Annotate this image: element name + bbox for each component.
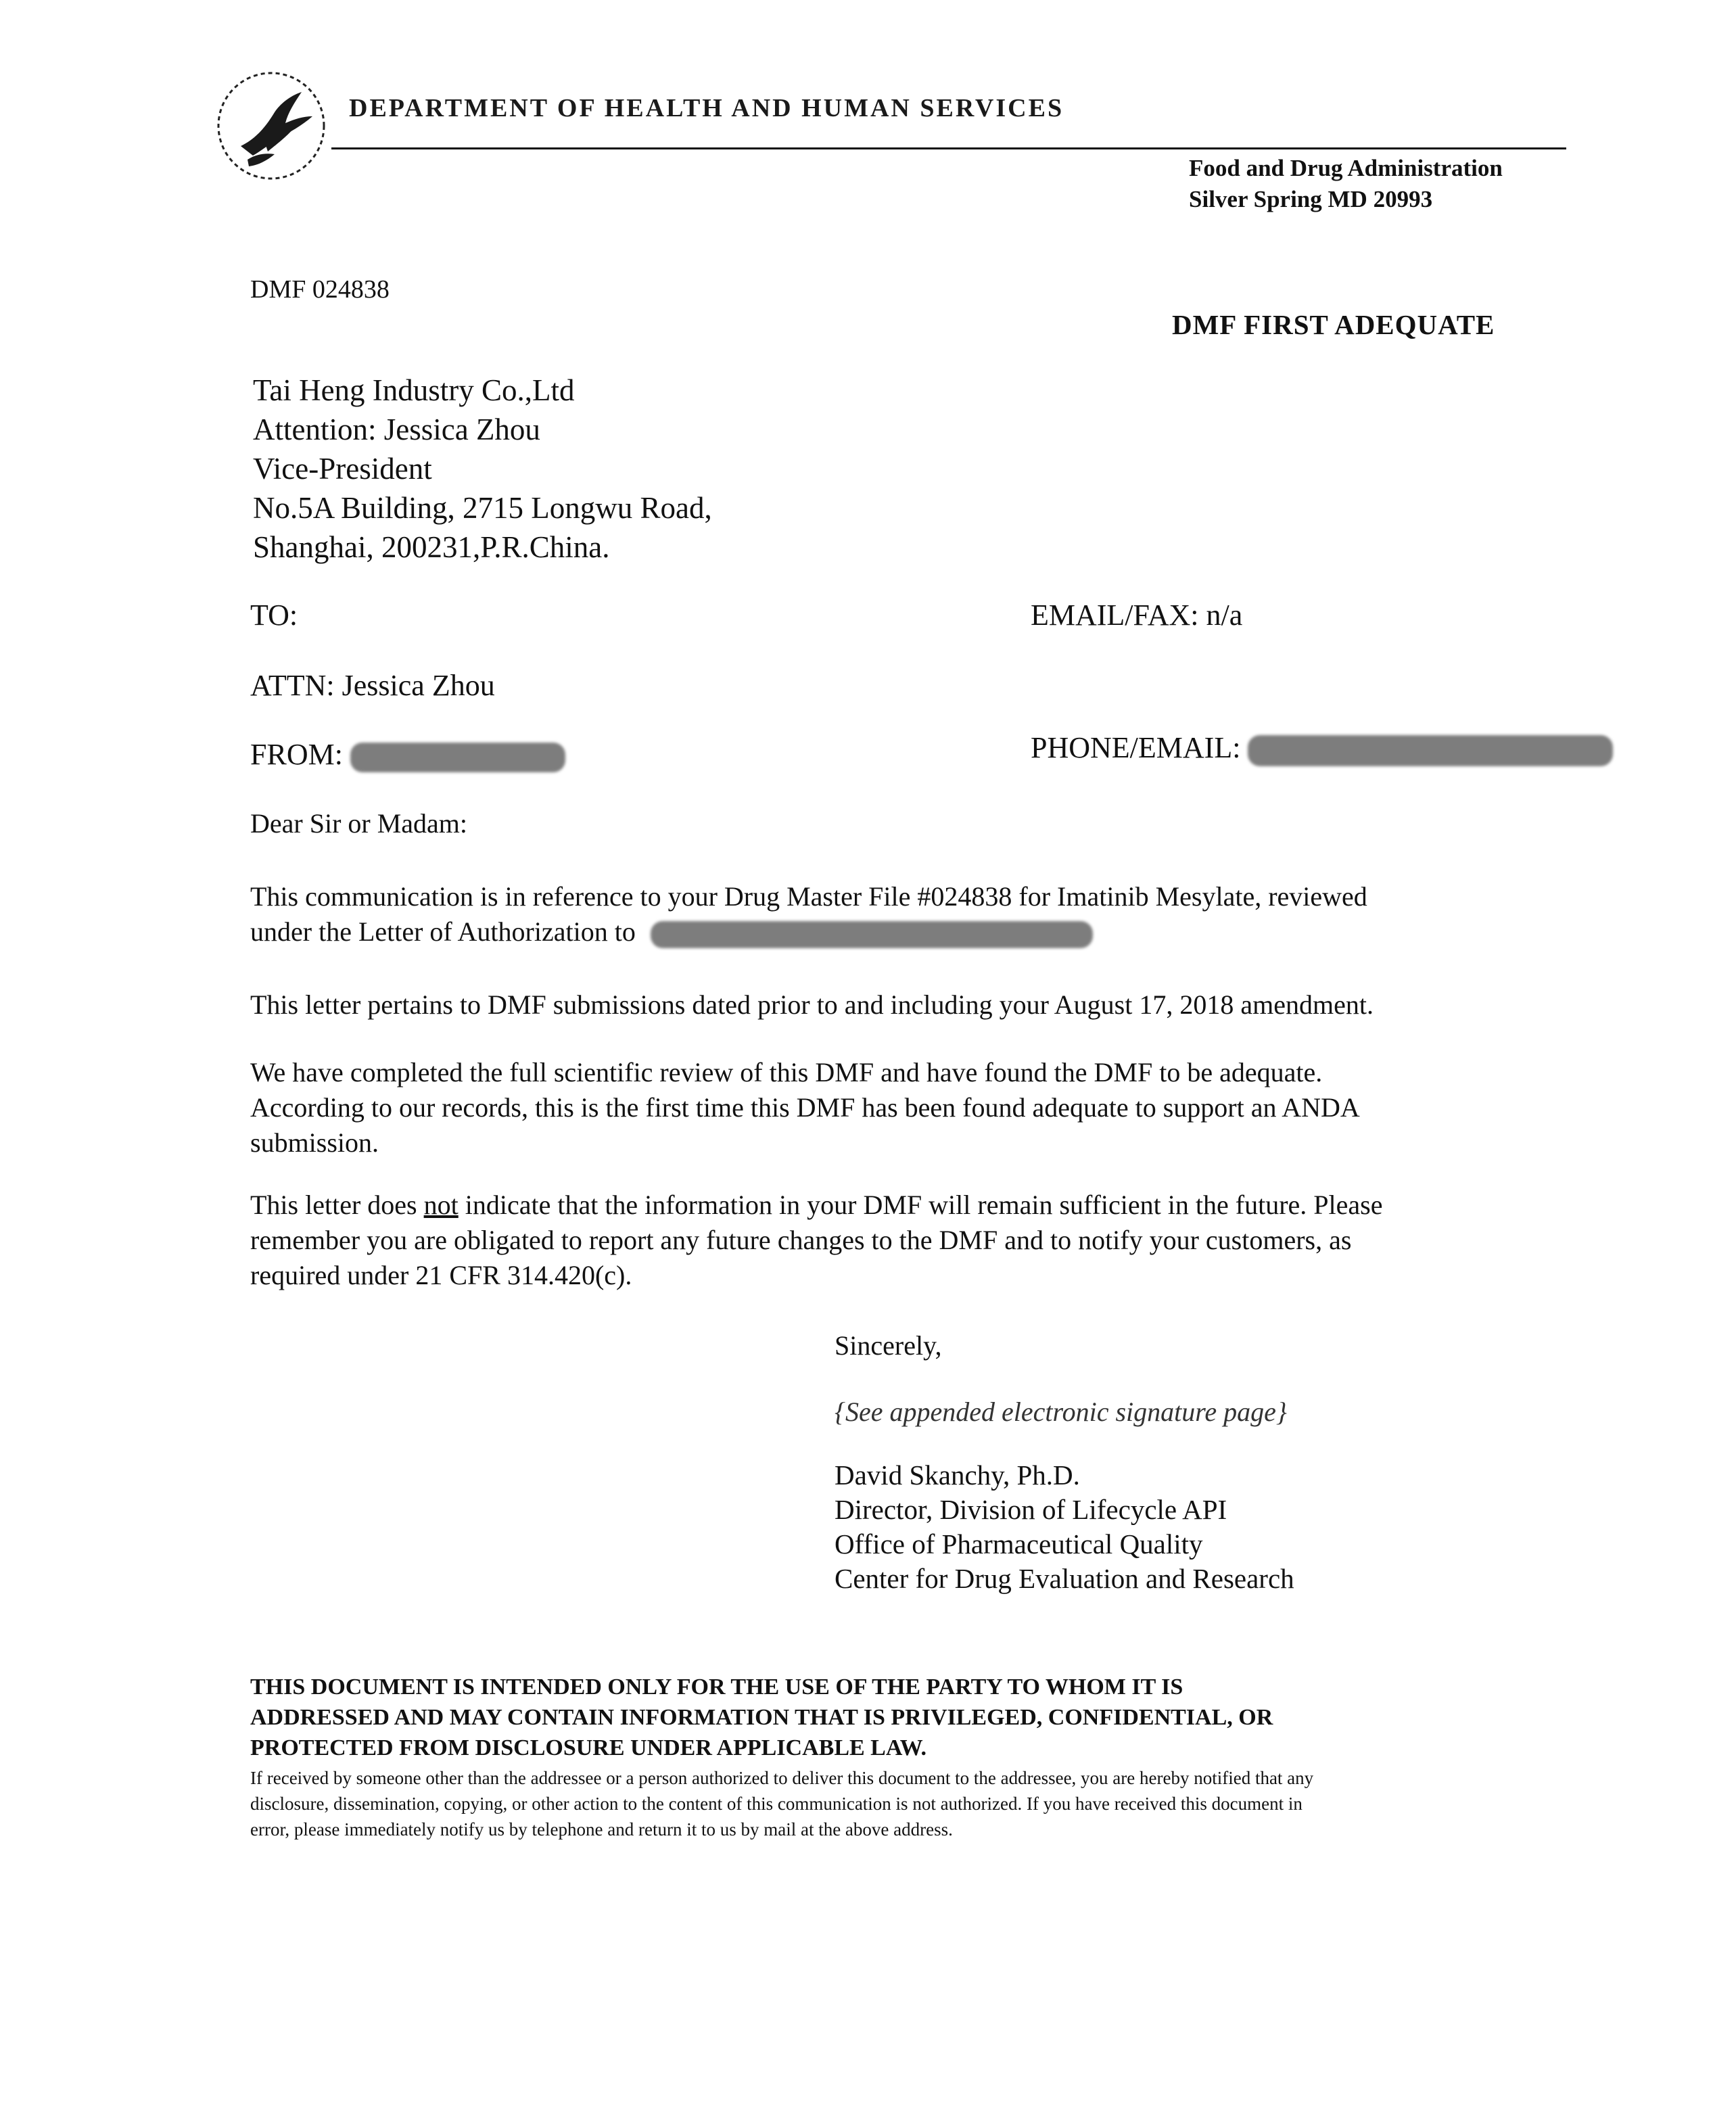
- fine-print-line: If received by someone other than the addressee or a person authorized to deliver this document to the addressee, you are hereby notified that any: [250, 1768, 1314, 1788]
- attn-label: ATTN:: [250, 669, 335, 702]
- fine-print-line: disclosure, dissemination, copying, or other action to the content of this communication is not authorized. If you have received this document in: [250, 1794, 1303, 1814]
- paragraph-text: indicate that the information in your DMF will remain sufficient in the future. Please: [458, 1190, 1383, 1220]
- signer-name: David Skanchy, Ph.D.: [835, 1459, 1080, 1491]
- paragraph-line: [250, 914, 1522, 950]
- email-fax-value: n/a: [1206, 599, 1243, 632]
- redaction-bar: [350, 743, 565, 772]
- signer-office: Office of Pharmaceutical Quality: [835, 1528, 1203, 1560]
- notice-line: PROTECTED FROM DISCLOSURE UNDER APPLICABLE LAW.: [250, 1735, 927, 1760]
- dmf-number: DMF 024838: [250, 275, 390, 304]
- address-line: Shanghai, 200231,P.R.China.: [253, 530, 610, 564]
- recipient-address: [253, 371, 712, 567]
- attn-field: [250, 668, 495, 703]
- paragraph-adequate: [250, 1055, 1522, 1161]
- paragraph-line: [250, 1188, 1522, 1223]
- paragraph-line: required under 21 CFR 314.420(c).: [250, 1260, 632, 1290]
- paragraph-pertains: [250, 987, 1522, 1023]
- paragraph-line: remember you are obligated to report any future changes to the DMF and to notify your customers, as: [250, 1225, 1352, 1255]
- confidentiality-notice: [250, 1672, 1273, 1763]
- address-line: Attention: Jessica Zhou: [253, 413, 540, 446]
- status-heading: DMF FIRST ADEQUATE: [1172, 309, 1495, 340]
- paragraph-line: We have completed the full scientific review of this DMF and have found the DMF to be adequate.: [250, 1057, 1323, 1087]
- paragraph-text: under the Letter of Authorization to: [250, 916, 636, 947]
- email-fax-field: [1031, 598, 1242, 632]
- confidentiality-fine-print: [250, 1765, 1313, 1842]
- to-label: TO:: [250, 599, 298, 632]
- paragraph-line: submission.: [250, 1127, 379, 1158]
- phone-email-label: PHONE/EMAIL:: [1031, 731, 1241, 764]
- header-rule: [331, 147, 1566, 149]
- phone-email-field: [1031, 730, 1613, 766]
- paragraph-line: According to our records, this is the first time this DMF has been found adequate to support an ANDA: [250, 1092, 1360, 1123]
- fine-print-line: error, please immediately notify us by telephone and return it to us by mail at the above address.: [250, 1819, 953, 1840]
- notice-line: ADDRESSED AND MAY CONTAIN INFORMATION THAT IS PRIVILEGED, CONFIDENTIAL, OR: [250, 1705, 1273, 1730]
- to-field: [250, 598, 298, 632]
- address-line: Tai Heng Industry Co.,Ltd: [253, 373, 575, 407]
- paragraph-line: This communication is in reference to your Drug Master File #024838 for Imatinib Mesylate, reviewed: [250, 881, 1367, 912]
- from-label: FROM:: [250, 738, 343, 771]
- paragraph-line: This letter pertains to DMF submissions dated prior to and including your August 17, 2018 amendment.: [250, 989, 1374, 1020]
- email-fax-label: EMAIL/FAX:: [1031, 599, 1199, 632]
- paragraph-reference: [250, 879, 1522, 950]
- from-field: [250, 737, 565, 772]
- salutation: Dear Sir or Madam:: [250, 808, 468, 839]
- hhs-eagle-seal-icon: [200, 65, 342, 187]
- address-line: No.5A Building, 2715 Longwu Road,: [253, 491, 712, 525]
- esignature-note: {See appended electronic signature page}: [835, 1397, 1287, 1427]
- agency-name: Food and Drug Administration: [1189, 155, 1503, 181]
- redaction-bar: [651, 921, 1093, 948]
- signer-block: [835, 1458, 1294, 1596]
- closing: Sincerely,: [835, 1330, 942, 1361]
- signer-title: Director, Division of Lifecycle API: [835, 1494, 1227, 1525]
- paragraph-text: This letter does: [250, 1190, 424, 1220]
- signer-center: Center for Drug Evaluation and Research: [835, 1563, 1294, 1594]
- agency-block: [1189, 153, 1503, 215]
- notice-line: THIS DOCUMENT IS INTENDED ONLY FOR THE USE OF THE PARTY TO WHOM IT IS: [250, 1674, 1183, 1700]
- redaction-bar: [1248, 735, 1613, 766]
- address-line: Vice-President: [253, 452, 432, 486]
- department-header: DEPARTMENT OF HEALTH AND HUMAN SERVICES: [349, 94, 1064, 122]
- attn-value: Jessica Zhou: [342, 669, 495, 702]
- agency-location: Silver Spring MD 20993: [1189, 186, 1433, 212]
- emphasis-not: not: [423, 1190, 459, 1220]
- paragraph-obligation: [250, 1188, 1522, 1293]
